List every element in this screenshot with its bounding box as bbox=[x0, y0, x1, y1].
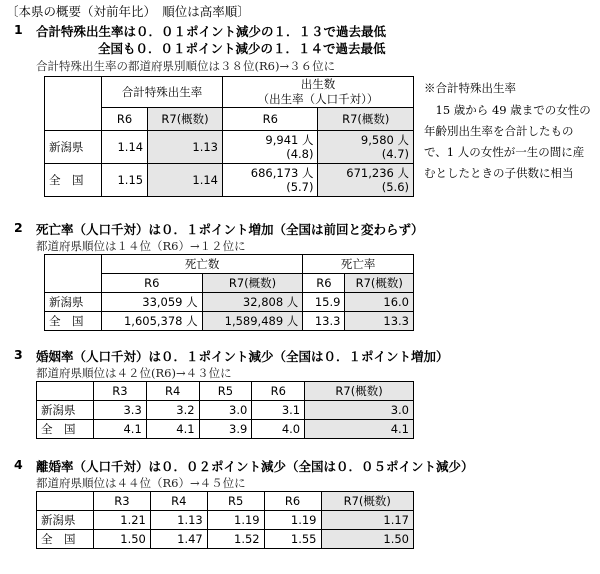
sec3-year: R7(概数) bbox=[305, 382, 414, 401]
births-cell bbox=[318, 164, 414, 197]
divorce-cell: 1.17 bbox=[321, 511, 414, 530]
divorce-cell: 1.47 bbox=[150, 530, 207, 549]
sec2-table bbox=[44, 254, 414, 331]
births-cell bbox=[223, 164, 318, 197]
side-note-body: 15 歳から 49 歳までの女性の年齢別出生率を合計したもので、1 人の女性が一生の間に産むとしたときの子供数に相当 bbox=[424, 103, 591, 180]
marriage-cell: 4.1 bbox=[305, 420, 414, 439]
sec4-year: R3 bbox=[94, 492, 151, 511]
births-rate: (5.6) bbox=[381, 180, 409, 194]
sec3-title: 婚姻率（人口千対）は０．１ポイント減少（全国は０．１ポイント増加） bbox=[36, 349, 449, 364]
divorce-cell: 1.52 bbox=[207, 530, 264, 549]
sec3-year: R5 bbox=[199, 382, 252, 401]
row-label: 新潟県 bbox=[45, 293, 102, 312]
side-note-title: ※合計特殊出生率 bbox=[424, 81, 516, 95]
sec2-col-deaths: 死亡数 bbox=[102, 255, 303, 274]
row-label: 新潟県 bbox=[37, 511, 94, 530]
sec1-title-line2: 全国も０．０１ポイント減少の１．１４で過去最低 bbox=[98, 41, 386, 56]
row-label: 全 国 bbox=[45, 164, 102, 197]
marriage-cell: 3.0 bbox=[199, 401, 252, 420]
sec4-number: 4 bbox=[14, 457, 23, 472]
sec3-year: R6 bbox=[252, 382, 305, 401]
sec4-year: R4 bbox=[150, 492, 207, 511]
marriage-cell: 3.1 bbox=[252, 401, 305, 420]
page-header: 〔本県の概要（対前年比） 順位は高率順〕 bbox=[6, 4, 250, 19]
births-cell bbox=[223, 131, 318, 164]
deaths-cell: 33,059 人 bbox=[102, 293, 203, 312]
death-rate-cell: 16.0 bbox=[345, 293, 414, 312]
rate-cell: 1.13 bbox=[148, 131, 223, 164]
births-rate: (4.8) bbox=[286, 147, 314, 161]
divorce-cell: 1.13 bbox=[150, 511, 207, 530]
sec3-rank: 都道府県順位は４２位(R6)→４３位に bbox=[36, 366, 232, 380]
sec3-table bbox=[36, 381, 414, 439]
sec2-year: R6 bbox=[303, 274, 345, 293]
sec4-table bbox=[36, 491, 414, 549]
sec1-number: 1 bbox=[14, 22, 23, 37]
sec4-rank: 都道府県順位は４４位（R6）→４５位に bbox=[36, 476, 246, 490]
sec1-col-births-sub: （出生率（人口千対）） bbox=[257, 92, 379, 106]
sec4-year: R5 bbox=[207, 492, 264, 511]
divorce-cell: 1.19 bbox=[207, 511, 264, 530]
marriage-cell: 4.0 bbox=[252, 420, 305, 439]
marriage-cell: 4.1 bbox=[146, 420, 199, 439]
row-label: 新潟県 bbox=[45, 131, 102, 164]
sec1-title-line1: 合計特殊出生率は０．０１ポイント減少の１．１３で過去最低 bbox=[36, 24, 387, 39]
births-rate: (5.7) bbox=[286, 180, 314, 194]
marriage-cell: 3.3 bbox=[94, 401, 147, 420]
sec2-year: R6 bbox=[102, 274, 203, 293]
deaths-cell: 1,589,489 人 bbox=[202, 312, 303, 331]
sec1-year: R7(概数) bbox=[318, 108, 414, 131]
sec1-rank: 合計特殊出生率の都道府県別順位は３８位(R6)→３６位に bbox=[36, 59, 336, 73]
sec1-year: R7(概数) bbox=[148, 108, 223, 131]
sec1-col-births bbox=[223, 77, 414, 108]
deaths-cell: 32,808 人 bbox=[202, 293, 303, 312]
divorce-cell: 1.50 bbox=[321, 530, 414, 549]
divorce-cell: 1.50 bbox=[94, 530, 151, 549]
sec4-year: R6 bbox=[264, 492, 321, 511]
sec3-year: R3 bbox=[94, 382, 147, 401]
births-rate: (4.7) bbox=[381, 147, 409, 161]
sec4-corner bbox=[37, 492, 94, 511]
rate-cell: 1.15 bbox=[102, 164, 148, 197]
sec3-corner bbox=[37, 382, 94, 401]
sec4-year: R7(概数) bbox=[321, 492, 414, 511]
marriage-cell: 4.1 bbox=[94, 420, 147, 439]
divorce-cell: 1.21 bbox=[94, 511, 151, 530]
sec1-year: R6 bbox=[223, 108, 318, 131]
sec2-rank: 都道府県順位は１４位（R6）→１２位に bbox=[36, 239, 246, 253]
sec2-col-rate: 死亡率 bbox=[303, 255, 414, 274]
death-rate-cell: 15.9 bbox=[303, 293, 345, 312]
sec3-year: R4 bbox=[146, 382, 199, 401]
death-rate-cell: 13.3 bbox=[345, 312, 414, 331]
deaths-cell: 1,605,378 人 bbox=[102, 312, 203, 331]
death-rate-cell: 13.3 bbox=[303, 312, 345, 331]
rate-cell: 1.14 bbox=[148, 164, 223, 197]
rate-cell: 1.14 bbox=[102, 131, 148, 164]
sec4-title: 離婚率（人口千対）は０．０２ポイント減少（全国は０．０５ポイント減少） bbox=[36, 459, 474, 474]
births-count: 686,173 人 bbox=[250, 166, 314, 180]
sec2-year: R7(概数) bbox=[345, 274, 414, 293]
sec1-table bbox=[44, 76, 414, 197]
sec2-year: R7(概数) bbox=[202, 274, 303, 293]
row-label: 新潟県 bbox=[37, 401, 94, 420]
sec1-year: R6 bbox=[102, 108, 148, 131]
row-label: 全 国 bbox=[37, 530, 94, 549]
sec2-number: 2 bbox=[14, 220, 23, 235]
divorce-cell: 1.19 bbox=[264, 511, 321, 530]
sec2-corner bbox=[45, 255, 102, 293]
births-count: 9,941 人 bbox=[265, 133, 314, 147]
births-count: 9,580 人 bbox=[360, 133, 409, 147]
sec3-number: 3 bbox=[14, 347, 23, 362]
marriage-cell: 3.0 bbox=[305, 401, 414, 420]
sec1-corner bbox=[45, 77, 102, 131]
sec2-title: 死亡率（人口千対）は０．１ポイント増加（全国は前回と変わらず） bbox=[36, 222, 424, 237]
sec1-col-births-label: 出生数 bbox=[300, 77, 336, 91]
row-label: 全 国 bbox=[37, 420, 94, 439]
births-cell bbox=[318, 131, 414, 164]
marriage-cell: 3.9 bbox=[199, 420, 252, 439]
sec1-col-rate: 合計特殊出生率 bbox=[102, 77, 223, 108]
row-label: 全 国 bbox=[45, 312, 102, 331]
marriage-cell: 3.2 bbox=[146, 401, 199, 420]
divorce-cell: 1.55 bbox=[264, 530, 321, 549]
births-count: 671,236 人 bbox=[346, 166, 409, 180]
